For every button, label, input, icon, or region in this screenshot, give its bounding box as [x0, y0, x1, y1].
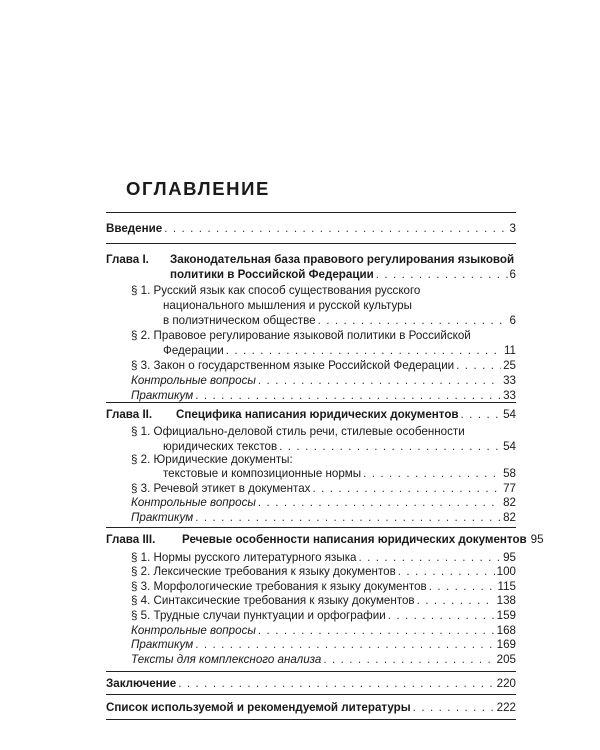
toc-entry[interactable]	[0, 466, 600, 481]
dot-leader	[195, 637, 494, 652]
entry-label: Практикум	[131, 389, 194, 402]
chapter-2-heading[interactable]	[0, 407, 600, 422]
toc-entry[interactable]	[0, 495, 600, 510]
dot-leader	[461, 407, 502, 422]
dot-leader	[429, 579, 496, 594]
chapter-title-line: Законодательная база правового регулирования языковой	[170, 253, 515, 266]
entry-page: 95	[530, 533, 544, 546]
toc-entry[interactable]	[0, 579, 600, 594]
dot-leader	[258, 373, 501, 388]
chapter-number: Глава I.	[106, 253, 149, 266]
toc-entry[interactable]	[0, 623, 600, 638]
chapter-number: Глава II.	[106, 408, 153, 421]
entry-label: § 3. Морфологические требования к языку документов	[131, 580, 427, 593]
entry-label: § 3. Закон о государственном языке Российской Федерации	[131, 359, 455, 372]
toc-entry[interactable]	[0, 652, 600, 667]
dot-leader	[398, 564, 495, 579]
entry-page: 33	[503, 389, 516, 402]
entry-page: 220	[496, 677, 516, 690]
entry-label: Практикум	[131, 511, 194, 524]
toc-entry[interactable]	[0, 550, 600, 565]
chapter-title-line: политики в Российской Федерации	[170, 268, 374, 281]
entry-label: § 4. Синтаксические требования к языку документов	[131, 594, 415, 607]
entry-label: Список используемой и рекомендуемой литературы	[106, 701, 411, 714]
toc-title: ОГЛАВЛЕНИЕ	[126, 178, 270, 199]
entry-page: 33	[503, 374, 516, 387]
entry-label: § 2. Лексические требования к языку документов	[131, 565, 396, 578]
toc-entry[interactable]	[0, 510, 600, 525]
entry-label: Федерации	[163, 344, 224, 357]
dot-leader	[195, 388, 501, 403]
entry-page: 82	[503, 511, 516, 524]
dot-leader	[363, 466, 501, 481]
toc-entry[interactable]	[0, 388, 600, 403]
toc-entry[interactable]	[0, 637, 600, 652]
divider	[106, 719, 516, 720]
toc-entry[interactable]	[0, 313, 600, 328]
dot-leader	[323, 652, 494, 667]
entry-page: 6	[509, 268, 516, 281]
toc-entry[interactable]	[0, 564, 600, 579]
dot-leader	[417, 593, 495, 608]
divider	[106, 694, 516, 695]
toc-entry[interactable]	[0, 593, 600, 608]
entry-page: 205	[496, 653, 516, 666]
dot-leader	[413, 700, 495, 715]
entry-label: Контрольные вопросы	[131, 496, 256, 509]
entry-label: в полиэтническом обществе	[163, 314, 316, 327]
toc-entry[interactable]	[0, 283, 600, 298]
toc-entry[interactable]	[0, 424, 600, 439]
toc-entry[interactable]	[0, 452, 600, 467]
entry-label: Практикум	[131, 638, 194, 651]
entry-label: Контрольные вопросы	[131, 624, 256, 637]
entry-label: Тексты для комплексного анализа	[131, 653, 322, 666]
dot-leader	[195, 510, 501, 525]
entry-page: 54	[503, 408, 516, 421]
entry-page: 58	[503, 467, 516, 480]
chapter-1-heading-cont[interactable]	[0, 267, 600, 282]
dot-leader	[258, 495, 501, 510]
toc-entry[interactable]	[0, 328, 600, 343]
toc-entry[interactable]	[0, 608, 600, 623]
divider	[106, 212, 516, 213]
entry-label: национального мышления и русской культуры	[163, 299, 412, 312]
entry-page: 3	[509, 222, 516, 235]
entry-label: Введение	[106, 222, 163, 235]
entry-label: текстовые и композиционные нормы	[163, 467, 362, 480]
chapter-title-line: Речевые особенности написания юридических документов	[182, 533, 527, 546]
entry-label: § 1. Русский язык как способ существования русского	[131, 284, 421, 297]
dot-leader	[376, 267, 508, 282]
chapter-1-heading[interactable]	[0, 252, 600, 267]
dot-leader	[388, 608, 495, 623]
dot-leader	[164, 221, 507, 236]
dot-leader	[318, 313, 508, 328]
dot-leader	[456, 358, 501, 373]
entry-label: § 1. Нормы русского литературного языка	[131, 551, 357, 564]
entry-page: 169	[496, 638, 516, 651]
entry-label: юридических текстов	[163, 440, 278, 453]
entry-page: 159	[496, 609, 516, 622]
entry-page: 138	[496, 594, 516, 607]
toc-entry[interactable]	[0, 373, 600, 388]
entry-page: 222	[496, 701, 516, 714]
entry-page: 54	[503, 440, 516, 453]
toc-entry-bibliography[interactable]	[0, 700, 600, 715]
toc-entry-conclusion[interactable]	[0, 676, 600, 691]
entry-label: § 3. Речевой этикет в документах	[131, 482, 311, 495]
entry-page: 77	[503, 482, 516, 495]
toc-entry[interactable]	[0, 343, 600, 358]
divider	[106, 402, 516, 403]
entry-label: Заключение	[106, 677, 177, 690]
entry-page: 95	[503, 551, 516, 564]
entry-label: Контрольные вопросы	[131, 374, 256, 387]
divider	[106, 671, 516, 672]
divider	[106, 527, 516, 528]
entry-page: 6	[509, 314, 516, 327]
chapter-3-heading[interactable]	[0, 532, 600, 547]
entry-page: 25	[503, 359, 516, 372]
entry-page: 168	[496, 624, 516, 637]
entry-label: § 2. Правовое регулирование языковой политики в Российской	[131, 329, 471, 342]
toc-entry[interactable]	[0, 481, 600, 496]
entry-page: 82	[503, 496, 516, 509]
toc-entry-intro[interactable]	[0, 221, 600, 236]
entry-label: § 1. Официально-деловой стиль речи, стилевые особенности	[131, 425, 465, 438]
dot-leader	[226, 343, 502, 358]
dot-leader	[178, 676, 494, 691]
entry-page: 11	[503, 344, 516, 357]
entry-page: 100	[496, 565, 516, 578]
chapter-number: Глава III.	[106, 533, 156, 546]
divider	[106, 243, 516, 244]
entry-label: § 2. Юридические документы:	[131, 453, 293, 466]
dot-leader	[358, 550, 501, 565]
toc-entry[interactable]	[0, 298, 600, 313]
toc-entry[interactable]	[0, 358, 600, 373]
chapter-title-line: Специфика написания юридических документов	[176, 408, 459, 421]
entry-page: 115	[497, 580, 516, 593]
entry-label: § 5. Трудные случаи пунктуации и орфографии	[131, 609, 386, 622]
dot-leader	[312, 481, 501, 496]
dot-leader	[258, 623, 495, 638]
